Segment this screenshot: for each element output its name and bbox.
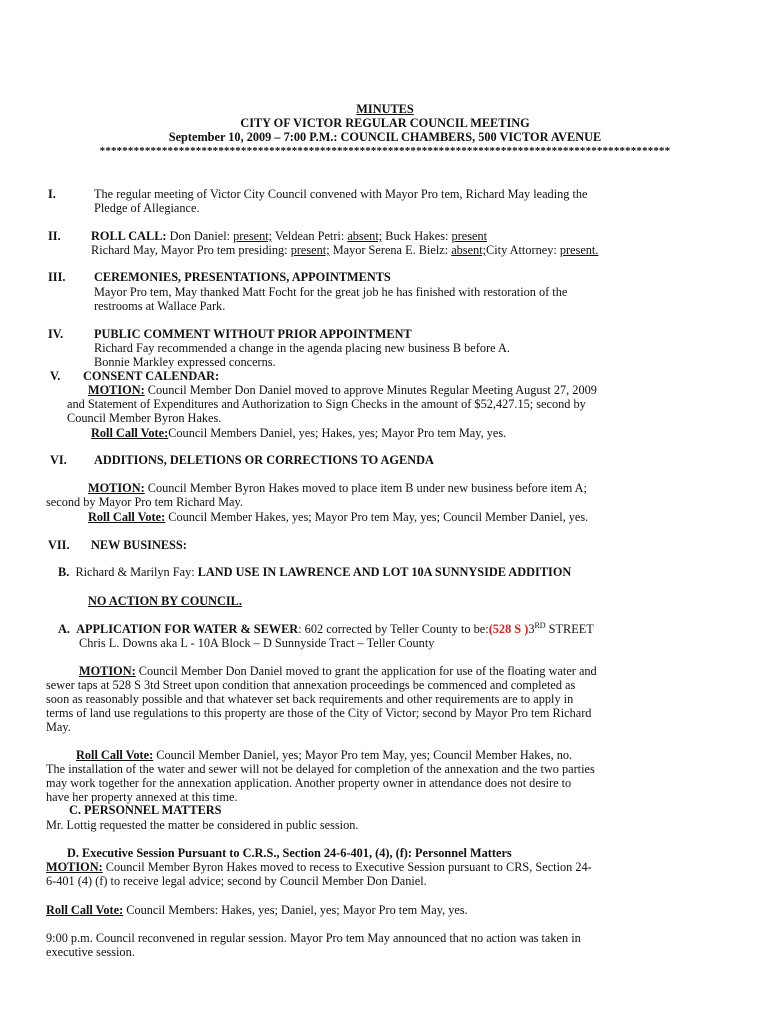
motion-text: 6-401 (4) (f) to receive legal advice; second by Council Member Don Daniel. — [46, 874, 427, 888]
reconvene-text: 9:00 p.m. Council reconvened in regular session. Mayor Pro tem May announced that no action was taken in — [46, 931, 581, 945]
new-business-item-a — [58, 622, 594, 636]
section-heading: CONSENT CALENDAR: — [83, 369, 220, 383]
motion-text: May. — [46, 720, 71, 734]
roll-call-vote-label: Roll Call Vote: — [76, 748, 154, 762]
motion-line — [88, 383, 597, 397]
roll-call-vote-label: Roll Call Vote: — [88, 510, 166, 524]
ordinal-suffix: RD — [534, 620, 546, 630]
street-number: 3 — [528, 622, 535, 636]
roll-call-vote-text: Council Members Daniel, yes; Hakes, yes; Mayor Pro tem May, yes. — [168, 426, 507, 440]
reconvene-text: executive session. — [46, 945, 135, 959]
section-4-text: Richard Fay recommended a change in the agenda placing new business B before A. — [94, 341, 510, 355]
item-text: : 602 corrected by Teller County to be: — [298, 622, 489, 636]
section-number: II. — [48, 229, 61, 243]
section-number: III. — [48, 270, 66, 284]
document-title: MINUTES — [356, 102, 414, 116]
street-label: STREET — [545, 622, 594, 636]
note-text: The installation of the water and sewer will not be delayed for completion of the annexation and the two parties — [46, 762, 595, 776]
section-1-text: The regular meeting of Victor City Council convened with Mayor Pro tem, Richard May leading the — [94, 187, 588, 201]
motion-text: Council Member Don Daniel moved to approve Minutes Regular Meeting August 27, 2009 — [147, 383, 597, 397]
document-subtitle: CITY OF VICTOR REGULAR COUNCIL MEETING — [240, 116, 530, 130]
roll-call-line — [91, 229, 487, 243]
no-action-notice: NO ACTION BY COUNCIL. — [88, 594, 242, 608]
section-number: IV. — [48, 327, 64, 341]
roll-call-heading: ROLL CALL: — [91, 229, 167, 243]
roll-call-vote-line — [46, 903, 468, 917]
section-number: I. — [48, 187, 56, 201]
item-heading: APPLICATION FOR WATER & SEWER — [76, 622, 299, 636]
motion-label: MOTION: — [88, 383, 145, 397]
motion-text: Council Member Byron Hakes moved to place item B under new business before item A; — [147, 481, 587, 495]
motion-text: Council Member Don Daniel moved to grant the application for use of the floating water and — [138, 664, 597, 678]
section-heading: ADDITIONS, DELETIONS OR CORRECTIONS TO AGENDA — [94, 453, 434, 467]
section-heading: PUBLIC COMMENT WITHOUT PRIOR APPOINTMENT — [94, 327, 412, 341]
roll-call-vote-line — [76, 748, 572, 762]
roll-call-vote-line — [67, 426, 506, 440]
item-text: Mr. Lottig requested the matter be considered in public session. — [46, 818, 359, 832]
motion-line — [46, 860, 592, 874]
motion-label: MOTION: — [46, 860, 103, 874]
item-text: Chris L. Downs aka L - 10A Block – D Sunnyside Tract – Teller County — [79, 636, 435, 650]
item-heading: C. PERSONNEL MATTERS — [69, 803, 222, 817]
attendance-status: present; — [233, 229, 273, 243]
item-heading: D. Executive Session Pursuant to C.R.S., Section 24-6-401, (4), (f): Personnel Matters — [67, 846, 512, 860]
attendance-status: absent; — [347, 229, 383, 243]
motion-text: terms of land use regulations to this property are those of the City of Victor; second by Mayor Pro tem Richard — [46, 706, 592, 720]
section-number: V. — [50, 369, 61, 383]
meeting-dateline: September 10, 2009 – 7:00 P.M.: COUNCIL CHAMBERS, 500 VICTOR AVENUE — [168, 130, 602, 144]
header-rule: ***************************************************************************************************** — [99, 145, 671, 157]
attendance-status: present; — [290, 243, 330, 257]
motion-label: MOTION: — [88, 481, 145, 495]
roll-call-vote-label: Roll Call Vote: — [91, 426, 169, 440]
member-name: Buck Hakes: — [385, 229, 449, 243]
section-1-text: Pledge of Allegiance. — [94, 201, 200, 215]
roll-call-vote-text: Council Member Hakes, yes; Mayor Pro tem May, yes; Council Member Daniel, yes. — [168, 510, 589, 524]
attendance-status: absent; — [451, 243, 487, 257]
attendance-status: present. — [559, 243, 599, 257]
note-text: may work together for the annexation application. Another property owner in attendance does not desire to — [46, 776, 572, 790]
section-number: VII. — [48, 538, 70, 552]
motion-text: Council Member Byron Hakes moved to recess to Executive Session pursuant to CRS, Section 24- — [102, 860, 592, 874]
section-heading: CEREMONIES, PRESENTATIONS, APPOINTMENTS — [94, 270, 391, 284]
roll-call-vote-label: Roll Call Vote: — [46, 903, 124, 917]
member-name: Richard May, Mayor Pro tem presiding: — [91, 243, 288, 257]
attendance-status: present — [451, 229, 488, 243]
note-text: have her property annexed at this time. — [46, 790, 238, 804]
member-name: Don Daniel: — [169, 229, 231, 243]
section-heading: NEW BUSINESS: — [91, 538, 187, 552]
item-letter: A. — [58, 622, 70, 636]
roll-call-vote-text: Council Members: Hakes, yes; Daniel, yes; Mayor Pro tem May, yes. — [123, 903, 468, 917]
member-name: City Attorney: — [486, 243, 557, 257]
motion-text: soon as reasonably possible and that whatever set back requirements and other requirements are to apply in — [46, 692, 574, 706]
motion-text: and Statement of Expenditures and Authorization to Sign Checks in the amount of $52,427.15; second by — [67, 397, 586, 411]
member-name: Mayor Serena E. Bielz: — [332, 243, 449, 257]
motion-line — [79, 664, 597, 678]
motion-text: second by Mayor Pro tem Richard May. — [46, 495, 243, 509]
motion-text: Council Member Byron Hakes. — [67, 411, 222, 425]
new-business-item-b — [58, 565, 571, 579]
section-4-text: Bonnie Markley expressed concerns. — [94, 355, 276, 369]
corrected-address: (528 S ) — [488, 622, 529, 636]
section-number: VI. — [50, 453, 67, 467]
section-3-text: Mayor Pro tem, May thanked Matt Focht for the great job he has finished with restoration of the — [94, 285, 568, 299]
roll-call-vote-line — [88, 510, 588, 524]
roll-call-line — [91, 243, 598, 257]
item-applicant: Richard & Marilyn Fay: — [75, 565, 195, 579]
motion-line — [88, 481, 587, 495]
motion-text: sewer taps at 528 S 3td Street upon condition that annexation proceedings be commenced and completed as — [46, 678, 576, 692]
roll-call-vote-text: Council Member Daniel, yes; Mayor Pro tem May, yes; Council Member Hakes, no. — [156, 748, 573, 762]
motion-label: MOTION: — [79, 664, 136, 678]
item-letter: B. — [58, 565, 70, 579]
section-3-text: restrooms at Wallace Park. — [94, 299, 226, 313]
member-name: Veldean Petri: — [274, 229, 345, 243]
item-heading: LAND USE IN LAWRENCE AND LOT 10A SUNNYSIDE ADDITION — [197, 565, 572, 579]
